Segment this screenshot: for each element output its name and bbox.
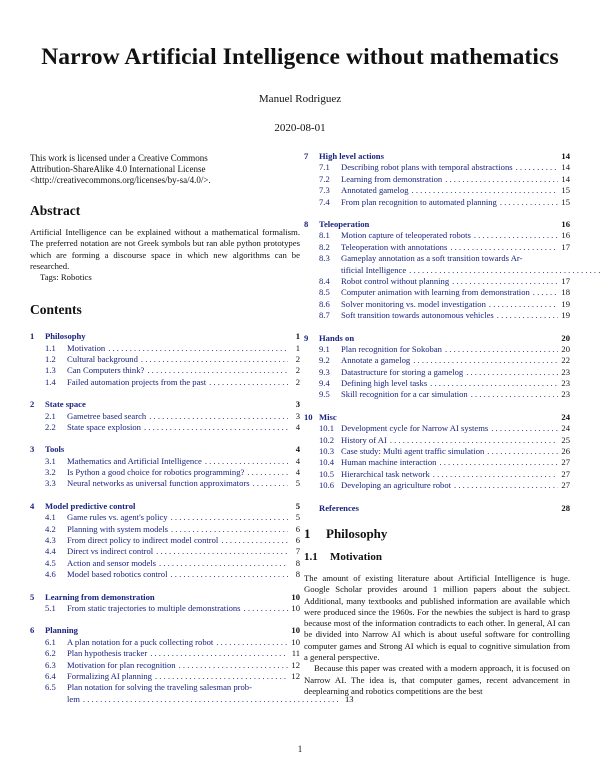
toc-entry-number: 10.6 [319, 480, 335, 491]
toc-entry-label: Can Computers think? [67, 365, 145, 376]
toc-entry-label: Game rules vs. agent's policy [67, 512, 168, 523]
toc-leader-dots [105, 343, 288, 354]
toc-page-number: 17 [561, 241, 570, 252]
toc-leader-dots [147, 648, 288, 659]
toc-page-number: 23 [561, 378, 570, 389]
toc-entry-number: 3.3 [45, 478, 56, 489]
toc-subsection-entry[interactable] [30, 524, 300, 535]
toc-section-entry[interactable] [304, 151, 570, 162]
toc-page-number: 5 [295, 500, 300, 511]
toc-entry-label: Philosophy [45, 331, 86, 342]
toc-entry-number: 4.1 [45, 512, 56, 523]
toc-entry-label: Human machine interaction [341, 457, 437, 468]
toc-entry-number: 9 [304, 332, 309, 343]
toc-entry-number: 8 [304, 218, 309, 229]
toc-page-number: 20 [561, 343, 570, 354]
toc-entry-number: 8.7 [319, 310, 330, 321]
toc-subsection-entry[interactable] [30, 558, 300, 569]
toc-leader-dots [442, 174, 558, 185]
right-column [304, 151, 570, 697]
toc-leader-dots [449, 276, 558, 287]
toc-entry-label: Case study: Multi agent traffic simulation [341, 446, 485, 457]
toc-entry-number: 5 [30, 591, 35, 602]
toc-subsection-entry[interactable] [30, 456, 300, 467]
toc-entry-label: Skill recognition for a car simulation [341, 389, 468, 400]
toc-subsection-entry[interactable] [304, 197, 570, 208]
toc-entry-number: 2.2 [45, 421, 56, 432]
toc-entry-number: 7 [304, 151, 309, 161]
toc-entry-number: 10 [304, 411, 313, 422]
toc-subsection-entry[interactable] [30, 343, 300, 354]
toc-entry-label: Datastructure for storing a gamelog [341, 366, 464, 377]
toc-leader-dots [513, 162, 558, 173]
toc-page-number: 14 [561, 162, 570, 173]
toc-leader-dots [250, 478, 288, 489]
contents-heading: Contents [30, 302, 82, 318]
toc-entry-label: Computer animation with learning from demonstration [341, 287, 530, 298]
toc-page-number: 5 [295, 478, 300, 489]
toc-leader-dots [436, 457, 558, 468]
toc-leader-dots [80, 694, 342, 705]
toc-subsection-entry[interactable] [304, 253, 570, 276]
toc-entry-label: Learning from demonstration [45, 591, 155, 602]
license-notice [30, 153, 300, 186]
body-paragraph: Because this paper was created with a modern approach, it is focused on Narrow AI. The idea is, that computer games, recent advancement in deeplearning and robotics competitions are the best [304, 663, 570, 696]
toc-entry-label: Development cycle for Narrow AI systems [341, 423, 489, 434]
toc-entry-number: 1.2 [45, 353, 56, 364]
toc-section [30, 399, 300, 433]
toc-entry-number: 3 [30, 444, 35, 455]
toc-leader-dots [218, 535, 288, 546]
toc-entry-label: Hands on [319, 332, 355, 343]
toc-entry-number: 6.4 [45, 670, 56, 681]
section-title: Philosophy [326, 525, 388, 541]
author-name: Manuel Rodriguez [258, 93, 342, 105]
license-link[interactable]: <http://creativecommons.org/licenses/by-sa/4.0/>. [30, 175, 211, 185]
toc-entry-label: Motion capture of teleoperated robots [341, 230, 471, 241]
toc-page-number: 10 [291, 591, 300, 602]
toc-entry-number: 2 [30, 399, 35, 410]
toc-entry-number: 4.2 [45, 523, 56, 534]
toc-leader-dots [156, 558, 288, 569]
toc-subsection-entry[interactable] [304, 435, 570, 446]
toc-subsection-entry[interactable] [304, 344, 570, 355]
toc-entry-number: 4.5 [45, 557, 56, 568]
toc-entry-label: Plan recognition for Sokoban [341, 343, 442, 354]
toc-entry-label: Formalizing AI planning [67, 670, 152, 681]
toc-section [30, 625, 354, 705]
publication-date: 2020-08-01 [274, 122, 326, 134]
toc-entry-label: Motivation [67, 342, 106, 353]
toc-subsection-entry[interactable] [30, 569, 300, 580]
toc-subsection-entry[interactable] [30, 478, 300, 489]
toc-entry-number: 6.2 [45, 648, 56, 659]
toc-page-number: 1 [295, 342, 300, 353]
toc-page-number: 20 [561, 332, 570, 343]
toc-entry-label: Misc [319, 411, 337, 422]
toc-leader-dots [244, 467, 288, 478]
toc-subsection-entry[interactable] [30, 467, 300, 478]
toc-subsection-entry[interactable] [304, 446, 570, 457]
table-of-contents-right [304, 151, 570, 514]
toc-entry-label: From direct policy to indirect model control [67, 535, 219, 546]
toc-section [304, 412, 570, 492]
section-heading [304, 526, 570, 542]
toc-entry-label: Motivation for plan recognition [67, 659, 176, 670]
toc-entry-number: 10.1 [319, 423, 335, 434]
toc-entry-label: Cultural background [67, 353, 138, 364]
toc-entry-label: Defining high level tasks [341, 378, 428, 389]
toc-leader-dots [471, 230, 558, 241]
toc-page-number: 17 [561, 275, 570, 286]
toc-entry-number: 1.1 [45, 342, 56, 353]
subsection-heading [304, 551, 570, 563]
toc-entry-label: Annotate a gamelog [341, 355, 411, 366]
toc-subsection-entry[interactable] [30, 648, 300, 659]
toc-entry-label: Planning [45, 625, 78, 636]
toc-section-entry[interactable] [304, 333, 570, 344]
toc-section-entry[interactable] [30, 625, 300, 636]
subsection-number: 1.1 [304, 550, 318, 563]
toc-entry-number: 6 [30, 625, 35, 636]
toc-entry-number: 9.1 [319, 343, 330, 354]
toc-entry-number: 4 [30, 500, 35, 511]
toc-subsection-entry[interactable] [304, 355, 570, 366]
toc-page-number: 12 [291, 659, 300, 670]
toc-leader-dots [206, 377, 288, 388]
toc-entry-label-continued: tificial Intelligence [341, 264, 407, 275]
toc-page-number: 24 [561, 411, 570, 422]
toc-page-number: 11 [291, 648, 300, 659]
toc-entry-label: High level actions [319, 151, 384, 161]
toc-subsection-entry[interactable] [30, 422, 300, 433]
toc-page-number: 25 [561, 434, 570, 445]
toc-page-number: 4 [295, 421, 300, 432]
toc-subsection-entry[interactable] [30, 603, 300, 614]
toc-entry-number: 8.6 [319, 298, 330, 309]
section-number: 1 [304, 525, 311, 541]
toc-subsection-entry[interactable] [304, 287, 570, 298]
toc-leader-dots [494, 310, 558, 321]
toc-subsection-entry[interactable] [304, 423, 570, 434]
toc-leader-dots [152, 671, 288, 682]
toc-entry-label: Plan notation for solving the traveling salesman prob- [67, 682, 252, 693]
toc-entry-label: Mathematics and Artificial Intelligence [67, 455, 202, 466]
toc-entry-number: 9.4 [319, 378, 330, 389]
toc-page-number: 26 [561, 446, 570, 457]
toc-entry-label: Plan hypothesis tracker [67, 648, 148, 659]
toc-entry-label: References [319, 502, 359, 513]
toc-leader-dots [146, 411, 288, 422]
toc-entry-number: 8.1 [319, 230, 330, 241]
toc-page-number: 19 [561, 298, 570, 309]
toc-section-entry[interactable] [304, 412, 570, 423]
toc-subsection-entry[interactable] [304, 367, 570, 378]
toc-leader-dots [176, 660, 288, 671]
toc-entry-wrapped-label [341, 253, 600, 276]
body-paragraph: The amount of existing literature about Artificial Intelligence is huge. Google Scholar provides around 1 million papers about the subject. Additional, many textbooks and published information are available which were produced since the 1960s. For the newbies the subject is hard to grasp because most of the information contradicts to each other. In general, AI can be divided into Narrow AI which is about useful software for controlling computer games and Strong AI which is equal to cognitive simulation from a general perspective. [304, 572, 570, 663]
toc-leader-dots [387, 435, 558, 446]
toc-section-entry[interactable] [304, 503, 570, 514]
toc-entry-number: 8.3 [319, 253, 330, 264]
toc-entry-label: Hierarchical task network [341, 468, 430, 479]
toc-page-number: 3 [295, 399, 300, 410]
toc-section [30, 331, 300, 388]
toc-section [30, 501, 300, 581]
toc-entry-number: 6.1 [45, 636, 56, 647]
toc-subsection-entry[interactable] [30, 682, 354, 705]
toc-page-number: 8 [295, 569, 300, 580]
toc-leader-dots [168, 512, 288, 523]
toc-subsection-entry[interactable] [30, 354, 300, 365]
toc-leader-dots [468, 389, 558, 400]
toc-leader-dots [241, 603, 288, 614]
toc-entry-label: Neural networks as universal function approximators [67, 478, 250, 489]
toc-entry-label: Failed automation projects from the past [67, 376, 207, 387]
toc-leader-dots [168, 524, 288, 535]
toc-entry-label: Gametree based search [67, 410, 147, 421]
paper-title: Narrow Artificial Intelligence without mathematics [41, 44, 559, 70]
toc-entry-label: Teleoperation [319, 218, 370, 229]
toc-entry-label: Tools [45, 444, 65, 455]
toc-entry-number: 7.1 [319, 162, 330, 173]
toc-subsection-entry[interactable] [304, 469, 570, 480]
toc-leader-dots [447, 242, 558, 253]
toc-leader-dots [202, 456, 288, 467]
toc-entry-number: 8.4 [319, 275, 330, 286]
toc-leader-dots [144, 365, 288, 376]
toc-page-number: 10 [291, 603, 300, 613]
toc-leader-dots [410, 355, 558, 366]
toc-leader-dots [141, 422, 288, 433]
toc-entry-number: 6.3 [45, 659, 56, 670]
toc-leader-dots [138, 354, 288, 365]
toc-entry-number: 3.1 [45, 455, 56, 466]
toc-leader-dots [427, 378, 558, 389]
toc-entry-number: 7.2 [319, 173, 330, 184]
toc-subsection-entry[interactable] [30, 411, 300, 422]
toc-page-number: 24 [561, 423, 570, 434]
toc-leader-dots [167, 569, 288, 580]
toc-subsection-entry[interactable] [304, 480, 570, 491]
toc-page-number: 6 [295, 523, 300, 534]
toc-entry-number: 10.4 [319, 457, 335, 468]
toc-entry-number: 3.2 [45, 467, 56, 478]
toc-subsection-entry[interactable] [304, 230, 570, 241]
toc-subsection-entry[interactable] [30, 377, 300, 388]
toc-entry-label: Action and sensor models [67, 557, 157, 568]
toc-page-number: 2 [295, 365, 300, 376]
toc-entry-number: 4.3 [45, 535, 56, 546]
toc-entry-label: Soft transition towards autonomous vehicles [341, 310, 494, 321]
body-text [304, 573, 570, 697]
toc-entry-number: 7.4 [319, 196, 330, 207]
toc-page-number: 4 [295, 467, 300, 478]
toc-leader-dots [451, 480, 558, 491]
toc-section [304, 151, 570, 208]
toc-subsection-entry[interactable] [304, 185, 570, 196]
toc-subsection-entry[interactable] [304, 242, 570, 253]
toc-page-number: 8 [295, 557, 300, 568]
abstract-heading: Abstract [30, 203, 81, 218]
toc-page-number: 6 [295, 535, 300, 546]
toc-leader-dots [486, 299, 558, 310]
toc-entry-label: Model predictive control [45, 500, 136, 511]
toc-leader-dots [488, 423, 558, 434]
toc-section [304, 333, 570, 401]
toc-entry-number: 2.1 [45, 410, 56, 421]
toc-entry-label: Planning with system models [67, 523, 168, 534]
toc-entry-label: From static trajectories to multiple demonstrations [67, 603, 241, 613]
toc-leader-dots [409, 185, 558, 196]
toc-subsection-entry[interactable] [304, 310, 570, 321]
subsection-title: Motivation [330, 550, 382, 563]
toc-leader-dots [463, 367, 558, 378]
toc-subsection-entry[interactable] [30, 512, 300, 523]
toc-entry-label: Teleoperation with annotations [341, 241, 448, 252]
toc-page-number: 27 [561, 468, 570, 479]
toc-page-number: 18 [561, 287, 570, 298]
toc-page-number: 10 [291, 636, 300, 647]
toc-entry-label: State space [45, 399, 86, 410]
toc-page-number: 13 [344, 693, 354, 704]
toc-section-entry[interactable] [30, 501, 300, 512]
toc-leader-dots [497, 197, 558, 208]
toc-page-number: 2 [295, 376, 300, 387]
toc-section-entry[interactable] [30, 444, 300, 455]
toc-page-number: 27 [561, 480, 570, 491]
toc-subsection-entry[interactable] [30, 365, 300, 376]
toc-section [304, 503, 570, 514]
toc-section-entry[interactable] [30, 592, 300, 603]
toc-page-number: 15 [561, 196, 570, 207]
toc-subsection-entry[interactable] [304, 174, 570, 185]
toc-entry-number: 5.1 [45, 603, 56, 613]
toc-page-number: 12 [291, 670, 300, 681]
toc-page-number: 14 [561, 151, 570, 161]
toc-entry-number: 7.3 [319, 185, 330, 196]
toc-entry-number: 8.2 [319, 241, 330, 252]
toc-entry-label: Learning from demonstration [341, 173, 443, 184]
toc-entry-label-continued: lem [67, 693, 80, 704]
toc-entry-label: Developing an agriculture robot [341, 480, 452, 491]
toc-leader-dots [484, 446, 558, 457]
toc-subsection-entry[interactable] [304, 378, 570, 389]
toc-subsection-entry[interactable] [304, 276, 570, 287]
toc-page-number: 10 [291, 625, 300, 636]
toc-entry-label: Direct vs indirect control [67, 546, 154, 557]
toc-page-number: 14 [561, 173, 570, 184]
toc-subsection-entry[interactable] [30, 660, 300, 671]
toc-page-number: 19 [561, 310, 570, 321]
toc-section-entry[interactable] [304, 219, 570, 230]
toc-section [304, 219, 570, 322]
toc-section [30, 592, 300, 615]
toc-entry-number: 8.5 [319, 287, 330, 298]
license-line: Attribution-ShareAlike 4.0 International License [30, 164, 206, 174]
toc-entry-label: Describing robot plans with temporal abstractions [341, 162, 513, 173]
toc-entry-label: State space explosion [67, 421, 141, 432]
toc-entry-label: A plan notation for a puck collecting robot [67, 636, 214, 647]
toc-subsection-entry[interactable] [30, 637, 300, 648]
toc-entry-number: 1 [30, 331, 35, 342]
toc-subsection-entry[interactable] [30, 671, 300, 682]
toc-leader-dots [213, 637, 288, 648]
toc-entry-label: Annotated gamelog [341, 185, 409, 196]
toc-leader-dots [430, 469, 558, 480]
toc-entry-number: 10.3 [319, 446, 335, 457]
toc-page-number: 23 [561, 366, 570, 377]
abstract-text: Artificial Intelligence can be explained without a mathematical formalism. The preferred notation are not Greek symbols but ran able python prototypes which are forming a discourse space in which new algorithms can be researched. [30, 227, 300, 271]
toc-page-number: 4 [295, 455, 300, 466]
toc-page-number: 7 [295, 546, 300, 557]
toc-entry-number: 10.2 [319, 434, 335, 445]
toc-entry-label: Is Python a good choice for robotics programming? [67, 467, 245, 478]
toc-entry-number: 9.5 [319, 389, 330, 400]
toc-section [30, 444, 300, 490]
toc-page-number: 5 [295, 512, 300, 523]
toc-leader-dots [406, 265, 600, 276]
toc-entry-number: 4.4 [45, 546, 56, 557]
toc-entry-number: 9.2 [319, 355, 330, 366]
toc-subsection-entry[interactable] [304, 299, 570, 310]
toc-entry-label: Model based robotics control [67, 569, 168, 580]
toc-page-number: 16 [561, 230, 570, 241]
toc-subsection-entry[interactable] [304, 457, 570, 468]
toc-page-number: 1 [295, 331, 300, 342]
toc-page-number: 15 [561, 185, 570, 196]
toc-entry-number: 1.3 [45, 365, 56, 376]
toc-page-number: 16 [561, 218, 570, 229]
toc-leader-dots [530, 287, 558, 298]
toc-entry-number: 1.4 [45, 376, 56, 387]
toc-leader-dots [153, 546, 288, 557]
toc-entry-label: History of AI [341, 434, 387, 445]
toc-page-number: 4 [295, 444, 300, 455]
toc-entry-label: From plan recognition to automated planning [341, 196, 497, 207]
toc-page-number: 23 [561, 389, 570, 400]
toc-entry-number: 10.5 [319, 468, 335, 479]
toc-subsection-entry[interactable] [30, 535, 300, 546]
toc-page-number: 22 [561, 355, 570, 366]
toc-subsection-entry[interactable] [30, 546, 300, 557]
toc-entry-number: 6.5 [45, 682, 56, 693]
toc-page-number: 2 [295, 353, 300, 364]
tags-line: Tags: Robotics [40, 272, 92, 283]
toc-entry-number: 4.6 [45, 569, 56, 580]
toc-subsection-entry[interactable] [304, 162, 570, 173]
toc-entry-number: 9.3 [319, 366, 330, 377]
toc-section-entry[interactable] [30, 331, 300, 342]
toc-page-number: 3 [295, 410, 300, 421]
toc-entry-label: Gameplay annotation as a soft transition towards Ar- [341, 253, 523, 264]
license-line: This work is licensed under a Creative Commons [30, 153, 208, 163]
toc-leader-dots [442, 344, 558, 355]
page-number: 1 [297, 744, 303, 754]
toc-page-number: 28 [561, 502, 570, 513]
toc-page-number: 27 [561, 457, 570, 468]
toc-entry-label: Robot control without planning [341, 275, 450, 286]
toc-subsection-entry[interactable] [304, 389, 570, 400]
toc-entry-label: Solver monitoring vs. model investigation [341, 298, 486, 309]
toc-section-entry[interactable] [30, 399, 300, 410]
